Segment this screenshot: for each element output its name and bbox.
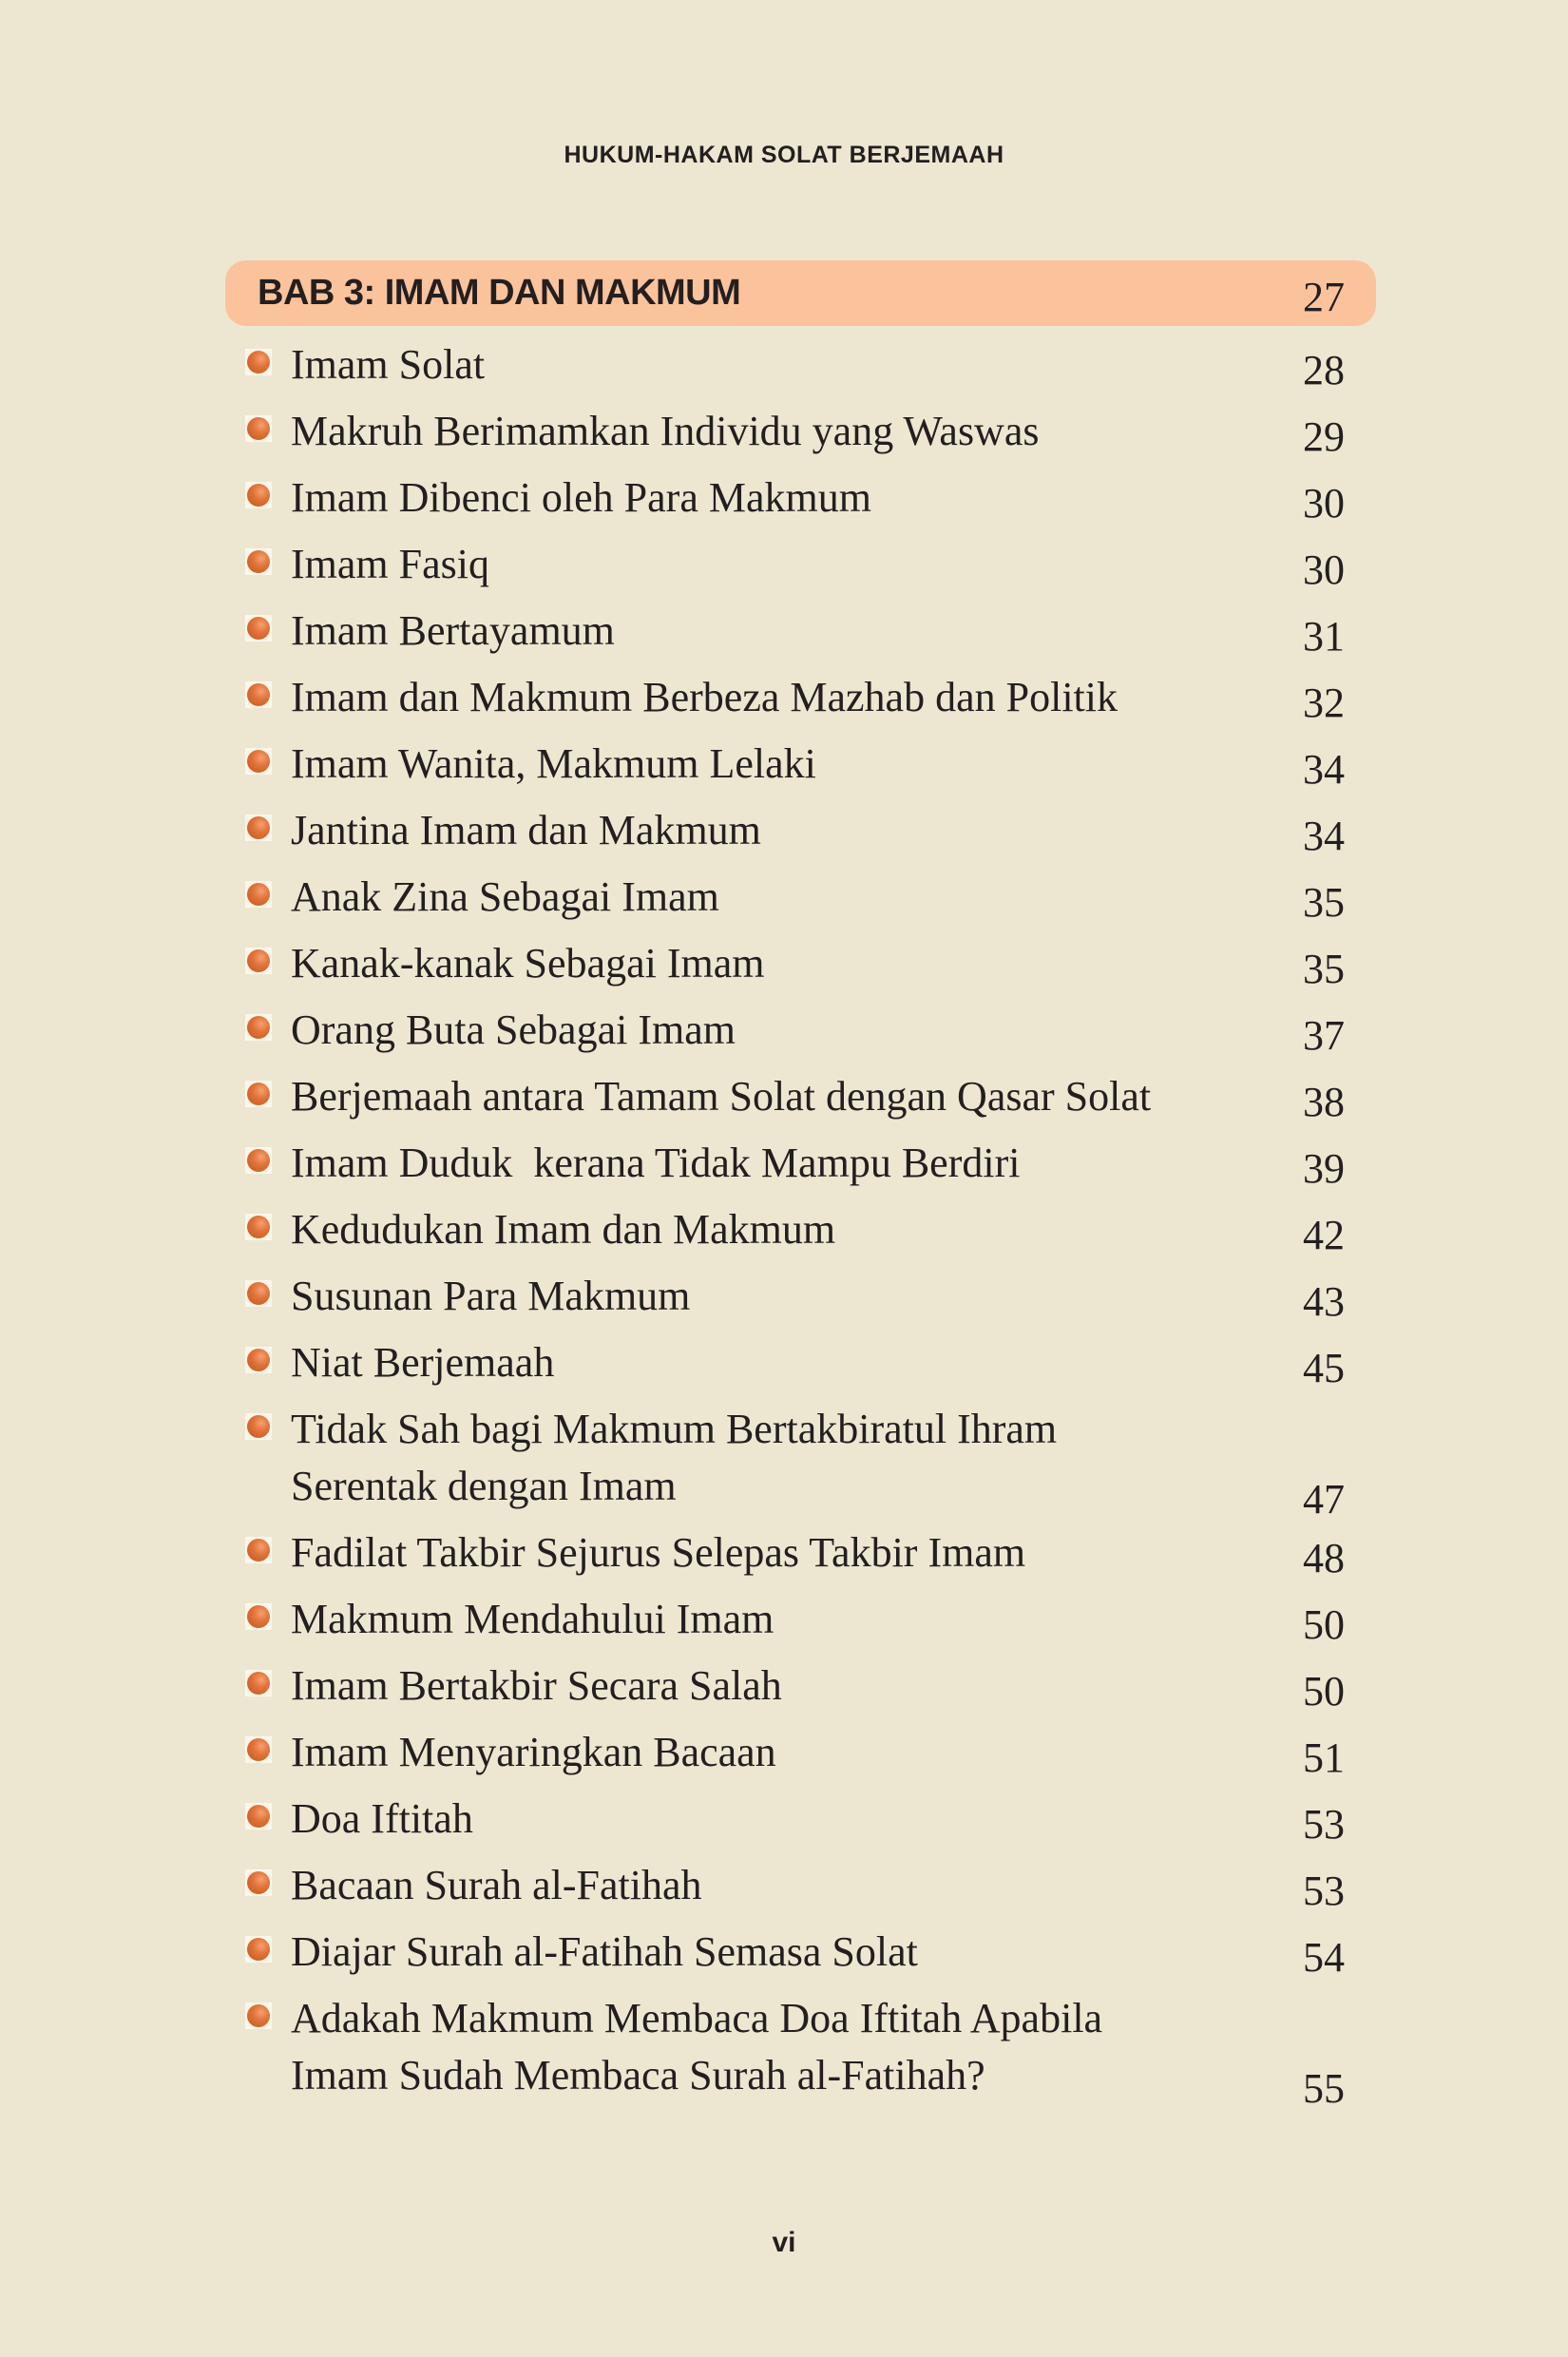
bullet-icon bbox=[245, 1147, 272, 1174]
bullet-icon bbox=[245, 1869, 272, 1896]
bullet-icon bbox=[245, 615, 272, 642]
toc-entry-page: 50 bbox=[1303, 1668, 1345, 1715]
toc-entry-title: Imam Menyaringkan Bacaan bbox=[291, 1729, 776, 1775]
bullet-icon bbox=[245, 1347, 272, 1373]
toc-entry-title: Imam Bertakbir Secara Salah bbox=[291, 1662, 782, 1709]
toc-entry[interactable] bbox=[0, 329, 1568, 395]
toc-entry-page: 30 bbox=[1303, 480, 1345, 527]
toc-entry[interactable] bbox=[0, 528, 1568, 595]
toc-entry-title: Bacaan Surah al-Fatihah bbox=[291, 1862, 702, 1908]
toc-entry-title: Imam Bertayamum bbox=[291, 607, 615, 654]
toc-entry-title: Jantina Imam dan Makmum bbox=[291, 807, 761, 853]
bullet-icon bbox=[245, 482, 272, 508]
toc-entry[interactable] bbox=[0, 1393, 1568, 1523]
toc-entry[interactable] bbox=[0, 1849, 1568, 1916]
toc-entry-title: Doa Iftitah bbox=[291, 1795, 473, 1842]
bullet-icon bbox=[245, 681, 272, 708]
toc-entry-title: Susunan Para Makmum bbox=[291, 1273, 691, 1319]
bullet-icon bbox=[245, 1214, 272, 1240]
toc-entry-page: 35 bbox=[1303, 946, 1345, 992]
toc-entry[interactable] bbox=[0, 1916, 1568, 1983]
toc-entry[interactable] bbox=[0, 1650, 1568, 1716]
bullet-icon bbox=[245, 1081, 272, 1107]
bullet-icon bbox=[245, 1736, 272, 1763]
toc-entry-page: 37 bbox=[1303, 1012, 1345, 1059]
toc-entry-page: 47 bbox=[1303, 1476, 1345, 1523]
toc-entry-page: 53 bbox=[1303, 1868, 1345, 1914]
chapter-banner[interactable] bbox=[225, 260, 1376, 326]
toc-entry-title bbox=[291, 1990, 1241, 2104]
toc-entry-page: 42 bbox=[1303, 1212, 1345, 1258]
toc-entry-page: 30 bbox=[1303, 546, 1345, 593]
bullet-icon bbox=[245, 948, 272, 974]
toc-entry-page: 35 bbox=[1303, 879, 1345, 926]
toc-entry-page: 31 bbox=[1303, 613, 1345, 660]
bullet-icon bbox=[245, 548, 272, 575]
toc-entry[interactable] bbox=[0, 1260, 1568, 1327]
toc-entry[interactable] bbox=[0, 1194, 1568, 1260]
bullet-icon bbox=[245, 1670, 272, 1696]
toc-entry-title: Kedudukan Imam dan Makmum bbox=[291, 1206, 836, 1253]
bullet-icon bbox=[245, 1537, 272, 1563]
toc-entry[interactable] bbox=[0, 1127, 1568, 1194]
toc-entry[interactable] bbox=[0, 595, 1568, 661]
bullet-icon bbox=[245, 1413, 272, 1440]
toc-entry-page: 29 bbox=[1303, 413, 1345, 460]
bullet-icon bbox=[245, 814, 272, 841]
bullet-icon bbox=[245, 881, 272, 908]
toc-entry-title: Niat Berjemaah bbox=[291, 1339, 555, 1386]
toc-entry-title: Makruh Berimamkan Individu yang Waswas bbox=[291, 408, 1040, 454]
toc-entry[interactable] bbox=[0, 861, 1568, 928]
toc-entry[interactable] bbox=[0, 1327, 1568, 1393]
toc-entry-title: Orang Buta Sebagai Imam bbox=[291, 1006, 736, 1053]
toc-entry[interactable] bbox=[0, 1061, 1568, 1127]
toc-entry-title bbox=[291, 1401, 1241, 1515]
chapter-page-number: 27 bbox=[1303, 274, 1345, 320]
toc-entry-title: Diajar Surah al-Fatihah Semasa Solat bbox=[291, 1928, 918, 1975]
toc-entry-title: Makmum Mendahului Imam bbox=[291, 1596, 774, 1642]
bullet-icon bbox=[245, 1803, 272, 1830]
toc-entry[interactable] bbox=[0, 1783, 1568, 1849]
toc-entry-page: 32 bbox=[1303, 680, 1345, 726]
toc-entry-title: Imam Duduk kerana Tidak Mampu Berdiri bbox=[291, 1140, 1021, 1186]
toc-entry[interactable] bbox=[0, 928, 1568, 994]
running-head: HUKUM-HAKAM SOLAT BERJEMAAH bbox=[564, 142, 1004, 168]
bullet-icon bbox=[245, 349, 272, 375]
toc-entry-title: Imam Solat bbox=[291, 341, 486, 388]
bullet-icon bbox=[245, 1014, 272, 1041]
toc-entry-page: 38 bbox=[1303, 1079, 1345, 1125]
toc-entry[interactable] bbox=[0, 661, 1568, 728]
toc-entry-title: Fadilat Takbir Sejurus Selepas Takbir Imam bbox=[291, 1529, 1026, 1576]
bullet-icon bbox=[245, 748, 272, 775]
toc-entry-title: Imam Dibenci oleh Para Makmum bbox=[291, 474, 871, 521]
toc-entry[interactable] bbox=[0, 994, 1568, 1061]
toc-entry-title: Imam Fasiq bbox=[291, 541, 489, 587]
toc-entry[interactable] bbox=[0, 795, 1568, 861]
bullet-icon bbox=[245, 1936, 272, 1963]
bullet-icon bbox=[245, 2002, 272, 2029]
toc-entry[interactable] bbox=[0, 1583, 1568, 1650]
toc-entry[interactable] bbox=[0, 1983, 1568, 2112]
toc-entry-page: 51 bbox=[1303, 1734, 1345, 1781]
toc-entry-title-line-2: Serentak dengan Imam bbox=[291, 1463, 677, 1509]
bullet-icon bbox=[245, 1280, 272, 1307]
bullet-icon bbox=[245, 1603, 272, 1630]
toc-entry-page: 43 bbox=[1303, 1278, 1345, 1325]
toc-entry-page: 53 bbox=[1303, 1801, 1345, 1848]
toc-entry[interactable] bbox=[0, 1517, 1568, 1583]
toc-entry-title-line-2: Imam Sudah Membaca Surah al-Fatihah? bbox=[291, 2052, 985, 2098]
toc-list bbox=[0, 329, 1568, 2112]
toc-entry-page: 50 bbox=[1303, 1601, 1345, 1648]
toc-entry-page: 28 bbox=[1303, 347, 1345, 393]
toc-entry-title: Anak Zina Sebagai Imam bbox=[291, 873, 719, 920]
toc-entry[interactable] bbox=[0, 1716, 1568, 1783]
toc-entry[interactable] bbox=[0, 728, 1568, 795]
toc-entry-page: 34 bbox=[1303, 746, 1345, 793]
toc-entry[interactable] bbox=[0, 462, 1568, 528]
toc-entry-title-line-1: Adakah Makmum Membaca Doa Iftitah Apabila bbox=[291, 1995, 1103, 2041]
toc-entry-page: 54 bbox=[1303, 1934, 1345, 1981]
toc-entry-title: Kanak-kanak Sebagai Imam bbox=[291, 940, 765, 987]
chapter-title: BAB 3: IMAM DAN MAKMUM bbox=[258, 273, 741, 313]
toc-entry-page: 48 bbox=[1303, 1535, 1345, 1581]
toc-entry-page: 34 bbox=[1303, 813, 1345, 859]
toc-entry-page: 55 bbox=[1303, 2065, 1345, 2112]
toc-entry[interactable] bbox=[0, 395, 1568, 462]
toc-entry-page: 39 bbox=[1303, 1145, 1345, 1192]
toc-entry-page: 45 bbox=[1303, 1345, 1345, 1391]
toc-entry-title: Imam dan Makmum Berbeza Mazhab dan Politik bbox=[291, 674, 1118, 720]
bullet-icon bbox=[245, 415, 272, 442]
toc-entry-title: Imam Wanita, Makmum Lelaki bbox=[291, 740, 816, 787]
toc-entry-title-line-1: Tidak Sah bagi Makmum Bertakbiratul Ihram bbox=[291, 1406, 1058, 1452]
toc-entry-title: Berjemaah antara Tamam Solat dengan Qasar Solat bbox=[291, 1073, 1152, 1120]
page-folio: vi bbox=[772, 2227, 796, 2258]
